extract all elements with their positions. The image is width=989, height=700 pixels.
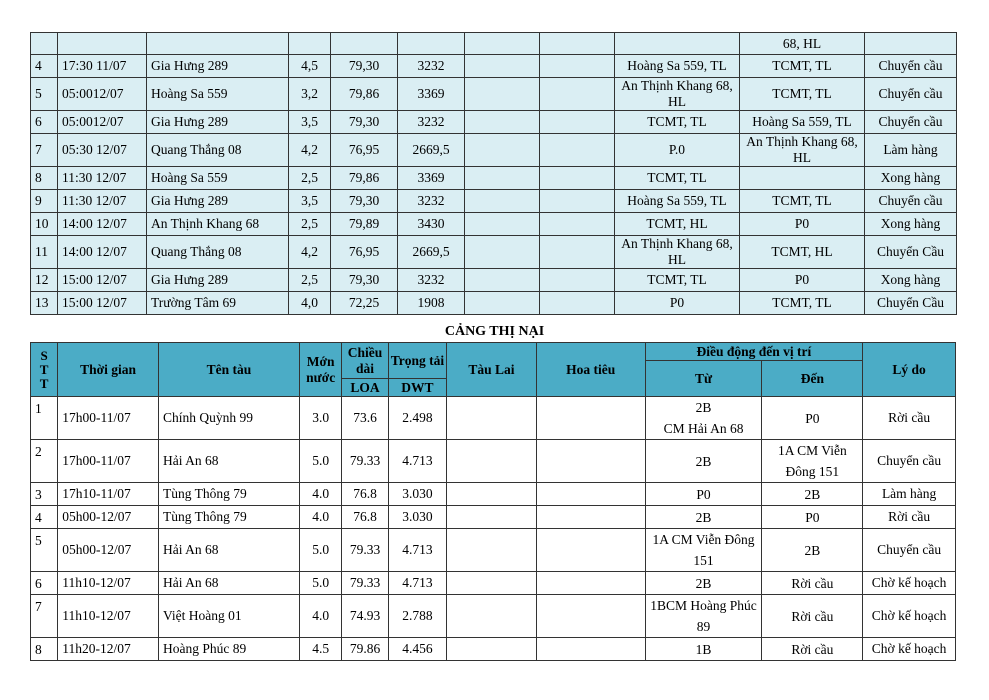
header-length: Chiều dài [342,343,388,379]
ship-name-cell: Hải An 68 [158,440,299,483]
header-reason: Lý do [863,343,956,397]
table-row [31,167,957,190]
dwt-cell: 3232 [398,55,465,78]
pilot-cell [540,213,615,236]
from-cell: Hoàng Sa 559, TL [615,190,740,213]
header-ship: Tên tàu [158,343,299,397]
table-row [31,213,957,236]
table-row [31,292,957,315]
tug-cell [465,213,540,236]
time-cell: 15:00 12/07 [58,292,147,315]
to-cell: 1A CM Viễn Đông 151 [762,440,863,483]
to-cell: Hoàng Sa 559, TL [740,111,865,134]
loa-cell: 76.8 [342,506,388,529]
from-cell: TCMT, TL [615,111,740,134]
stt-cell: 7 [31,134,58,167]
to-cell: TCMT, TL [740,190,865,213]
stt-cell: 11 [31,236,58,269]
to-cell: P0 [740,213,865,236]
ship-name-cell: Gia Hưng 289 [147,55,289,78]
tug-cell [465,134,540,167]
to-cell: P0 [762,397,863,440]
pilot-cell [536,483,645,506]
to-cell: Rời cầu [762,638,863,661]
loa-cell: 72,25 [331,292,398,315]
pilot-cell [536,572,645,595]
header-tug: Tàu Lai [447,343,537,397]
tug-cell [447,529,537,572]
to-cell [740,167,865,190]
from-cell [615,33,740,55]
from-cell: 1B [645,638,762,661]
berth-movement-table-1 [30,32,957,315]
tug-cell [465,292,540,315]
pilot-cell [540,190,615,213]
time-cell: 17h00-11/07 [58,440,159,483]
draft-cell: 2,5 [289,167,331,190]
stt-cell: 8 [31,638,58,661]
table-row [31,78,957,111]
draft-cell: 4.0 [300,506,342,529]
from-cell: P0 [645,483,762,506]
to-cell: Rời cầu [762,572,863,595]
stt-cell: 2 [31,440,58,483]
table-row [31,638,956,661]
reason-cell: Chờ kế hoạch [863,638,956,661]
tug-cell [447,638,537,661]
draft-cell: 4,2 [289,236,331,269]
tug-cell [465,269,540,292]
table-row [31,506,956,529]
from-cell: TCMT, HL [615,213,740,236]
draft-cell: 5.0 [300,529,342,572]
table-row [31,483,956,506]
ship-name-cell: Tùng Thông 79 [158,506,299,529]
tug-cell [447,483,537,506]
reason-cell: Chờ kế hoạch [863,572,956,595]
table-row [31,134,957,167]
ship-name-cell: Gia Hưng 289 [147,111,289,134]
reason-cell: Chuyển cầu [865,55,957,78]
reason-cell: Chuyển Cầu [865,236,957,269]
time-cell: 11h10-12/07 [58,572,159,595]
stt-cell: 12 [31,269,58,292]
table-row [31,440,956,483]
table-1-body [31,33,957,315]
draft-cell: 3.0 [300,397,342,440]
loa-cell: 79,30 [331,269,398,292]
reason-cell: Chuyển cầu [865,190,957,213]
dwt-cell: 4.713 [388,529,446,572]
header-stt: S T T [31,343,58,397]
header-dwt: DWT [388,379,446,397]
draft-cell: 4,0 [289,292,331,315]
dwt-cell: 3.030 [388,483,446,506]
stt-cell: 6 [31,572,58,595]
draft-cell: 2,5 [289,213,331,236]
reason-cell: Xong hàng [865,167,957,190]
draft-cell: 4.5 [300,638,342,661]
table-2-header [31,343,956,397]
dwt-cell: 4.713 [388,440,446,483]
pilot-cell [536,440,645,483]
draft-cell: 3,5 [289,190,331,213]
reason-cell: Xong hàng [865,213,957,236]
to-cell: Rời cầu [762,595,863,638]
from-cell: 1BCM Hoàng Phúc 89 [645,595,762,638]
loa-cell: 79,30 [331,190,398,213]
table-row [31,572,956,595]
stt-cell [31,33,58,55]
time-cell [58,33,147,55]
berth-movement-table-2 [30,342,956,661]
pilot-cell [536,638,645,661]
tug-cell [465,78,540,111]
header-pilot: Hoa tiêu [536,343,645,397]
tug-cell [447,397,537,440]
stt-cell: 5 [31,78,58,111]
table-row [31,529,956,572]
loa-cell: 79.86 [342,638,388,661]
from-cell: 2B CM Hải An 68 [645,397,762,440]
dwt-cell: 4.713 [388,572,446,595]
pilot-cell [536,529,645,572]
stt-cell: 5 [31,529,58,572]
stt-cell: 9 [31,190,58,213]
dwt-cell: 4.456 [388,638,446,661]
time-cell: 11:30 12/07 [58,190,147,213]
pilot-cell [540,269,615,292]
from-cell: An Thịnh Khang 68, HL [615,78,740,111]
draft-cell: 4,5 [289,55,331,78]
tug-cell [465,111,540,134]
header-from: Từ [645,361,762,397]
from-cell: An Thịnh Khang 68, HL [615,236,740,269]
to-cell: P0 [740,269,865,292]
draft-cell: 3,5 [289,111,331,134]
pilot-cell [540,292,615,315]
reason-cell: Xong hàng [865,269,957,292]
from-cell: Hoàng Sa 559, TL [615,55,740,78]
header-draft: Mớn nước [300,343,342,397]
header-weight: Trọng tải [388,343,446,379]
reason-cell: Rời cầu [863,397,956,440]
header-move: Điều động đến vị trí [645,343,863,361]
reason-cell: Làm hàng [865,134,957,167]
reason-cell: Chuyển Cầu [865,292,957,315]
dwt-cell: 1908 [398,292,465,315]
from-cell: P0 [615,292,740,315]
draft-cell: 4.0 [300,595,342,638]
dwt-cell: 2.498 [388,397,446,440]
stt-cell: 10 [31,213,58,236]
reason-cell [865,33,957,55]
table-row [31,595,956,638]
header-time: Thời gian [58,343,159,397]
to-cell: 2B [762,529,863,572]
time-cell: 14:00 12/07 [58,213,147,236]
to-cell: 2B [762,483,863,506]
time-cell: 05h00-12/07 [58,506,159,529]
ship-name-cell: Trường Tâm 69 [147,292,289,315]
tug-cell [465,55,540,78]
table-row [31,190,957,213]
dwt-cell [398,33,465,55]
tug-cell [465,33,540,55]
pilot-cell [536,595,645,638]
draft-cell: 4,2 [289,134,331,167]
to-cell: TCMT, TL [740,292,865,315]
draft-cell [289,33,331,55]
ship-name-cell: Gia Hưng 289 [147,269,289,292]
time-cell: 11:30 12/07 [58,167,147,190]
to-cell: P0 [762,506,863,529]
loa-cell: 76.8 [342,483,388,506]
dwt-cell: 2.788 [388,595,446,638]
time-cell: 17:30 11/07 [58,55,147,78]
pilot-cell [540,167,615,190]
dwt-cell: 3232 [398,111,465,134]
time-cell: 05:0012/07 [58,111,147,134]
time-cell: 05:30 12/07 [58,134,147,167]
stt-cell: 8 [31,167,58,190]
to-cell: TCMT, TL [740,78,865,111]
draft-cell: 4.0 [300,483,342,506]
to-cell: TCMT, TL [740,55,865,78]
ship-name-cell: Hoàng Sa 559 [147,167,289,190]
stt-cell: 13 [31,292,58,315]
draft-cell: 2,5 [289,269,331,292]
loa-cell: 76,95 [331,134,398,167]
stt-cell: 1 [31,397,58,440]
to-cell: 68, HL [740,33,865,55]
reason-cell: Chuyển cầu [865,111,957,134]
ship-name-cell: Việt Hoàng 01 [158,595,299,638]
ship-name-cell: Hoàng Sa 559 [147,78,289,111]
ship-name-cell: Quang Thắng 08 [147,134,289,167]
header-to: Đến [762,361,863,397]
loa-cell: 79.33 [342,572,388,595]
time-cell: 05:0012/07 [58,78,147,111]
pilot-cell [540,78,615,111]
table-row [31,397,956,440]
ship-name-cell: Tùng Thông 79 [158,483,299,506]
tug-cell [447,506,537,529]
time-cell: 05h00-12/07 [58,529,159,572]
pilot-cell [536,506,645,529]
reason-cell: Làm hàng [863,483,956,506]
ship-name-cell: An Thịnh Khang 68 [147,213,289,236]
from-cell: TCMT, TL [615,167,740,190]
loa-cell [331,33,398,55]
table-2-body [31,397,956,661]
to-cell: TCMT, HL [740,236,865,269]
time-cell: 17h00-11/07 [58,397,159,440]
header-loa: LOA [342,379,388,397]
tug-cell [465,236,540,269]
table-row [31,236,957,269]
loa-cell: 76,95 [331,236,398,269]
dwt-cell: 3232 [398,269,465,292]
loa-cell: 79,89 [331,213,398,236]
ship-name-cell: Quang Thắng 08 [147,236,289,269]
dwt-cell: 3369 [398,167,465,190]
tug-cell [447,595,537,638]
from-cell: TCMT, TL [615,269,740,292]
draft-cell: 5.0 [300,572,342,595]
table-row [31,269,957,292]
time-cell: 17h10-11/07 [58,483,159,506]
loa-cell: 79,86 [331,167,398,190]
to-cell: An Thịnh Khang 68, HL [740,134,865,167]
loa-cell: 74.93 [342,595,388,638]
tug-cell [465,167,540,190]
from-cell: P.0 [615,134,740,167]
draft-cell: 3,2 [289,78,331,111]
reason-cell: Chuyển cầu [865,78,957,111]
pilot-cell [540,55,615,78]
ship-name-cell: Chính Quỳnh 99 [158,397,299,440]
ship-name-cell: Gia Hưng 289 [147,190,289,213]
dwt-cell: 3430 [398,213,465,236]
time-cell: 15:00 12/07 [58,269,147,292]
ship-name-cell [147,33,289,55]
tug-cell [447,572,537,595]
stt-cell: 4 [31,506,58,529]
time-cell: 14:00 12/07 [58,236,147,269]
loa-cell: 79.33 [342,529,388,572]
ship-name-cell: Hải An 68 [158,572,299,595]
dwt-cell: 2669,5 [398,236,465,269]
loa-cell: 79,86 [331,78,398,111]
section-title: CẢNG THỊ NẠI [444,324,545,339]
dwt-cell: 3.030 [388,506,446,529]
reason-cell: Rời cầu [863,506,956,529]
table-row [31,111,957,134]
table-row [31,55,957,78]
dwt-cell: 3369 [398,78,465,111]
ship-name-cell: Hải An 68 [158,529,299,572]
pilot-cell [540,236,615,269]
tug-cell [465,190,540,213]
draft-cell: 5.0 [300,440,342,483]
time-cell: 11h20-12/07 [58,638,159,661]
pilot-cell [540,111,615,134]
from-cell: 2B [645,572,762,595]
loa-cell: 73.6 [342,397,388,440]
reason-cell: Chuyển cầu [863,529,956,572]
pilot-cell [540,33,615,55]
loa-cell: 79,30 [331,111,398,134]
dwt-cell: 2669,5 [398,134,465,167]
stt-cell: 3 [31,483,58,506]
loa-cell: 79.33 [342,440,388,483]
reason-cell: Chờ kế hoạch [863,595,956,638]
tug-cell [447,440,537,483]
from-cell: 2B [645,506,762,529]
stt-cell: 4 [31,55,58,78]
loa-cell: 79,30 [331,55,398,78]
table-row [31,33,957,55]
pilot-cell [536,397,645,440]
pilot-cell [540,134,615,167]
reason-cell: Chuyển cầu [863,440,956,483]
time-cell: 11h10-12/07 [58,595,159,638]
stt-cell: 6 [31,111,58,134]
from-cell: 2B [645,440,762,483]
dwt-cell: 3232 [398,190,465,213]
ship-name-cell: Hoàng Phúc 89 [158,638,299,661]
from-cell: 1A CM Viễn Đông 151 [645,529,762,572]
stt-cell: 7 [31,595,58,638]
